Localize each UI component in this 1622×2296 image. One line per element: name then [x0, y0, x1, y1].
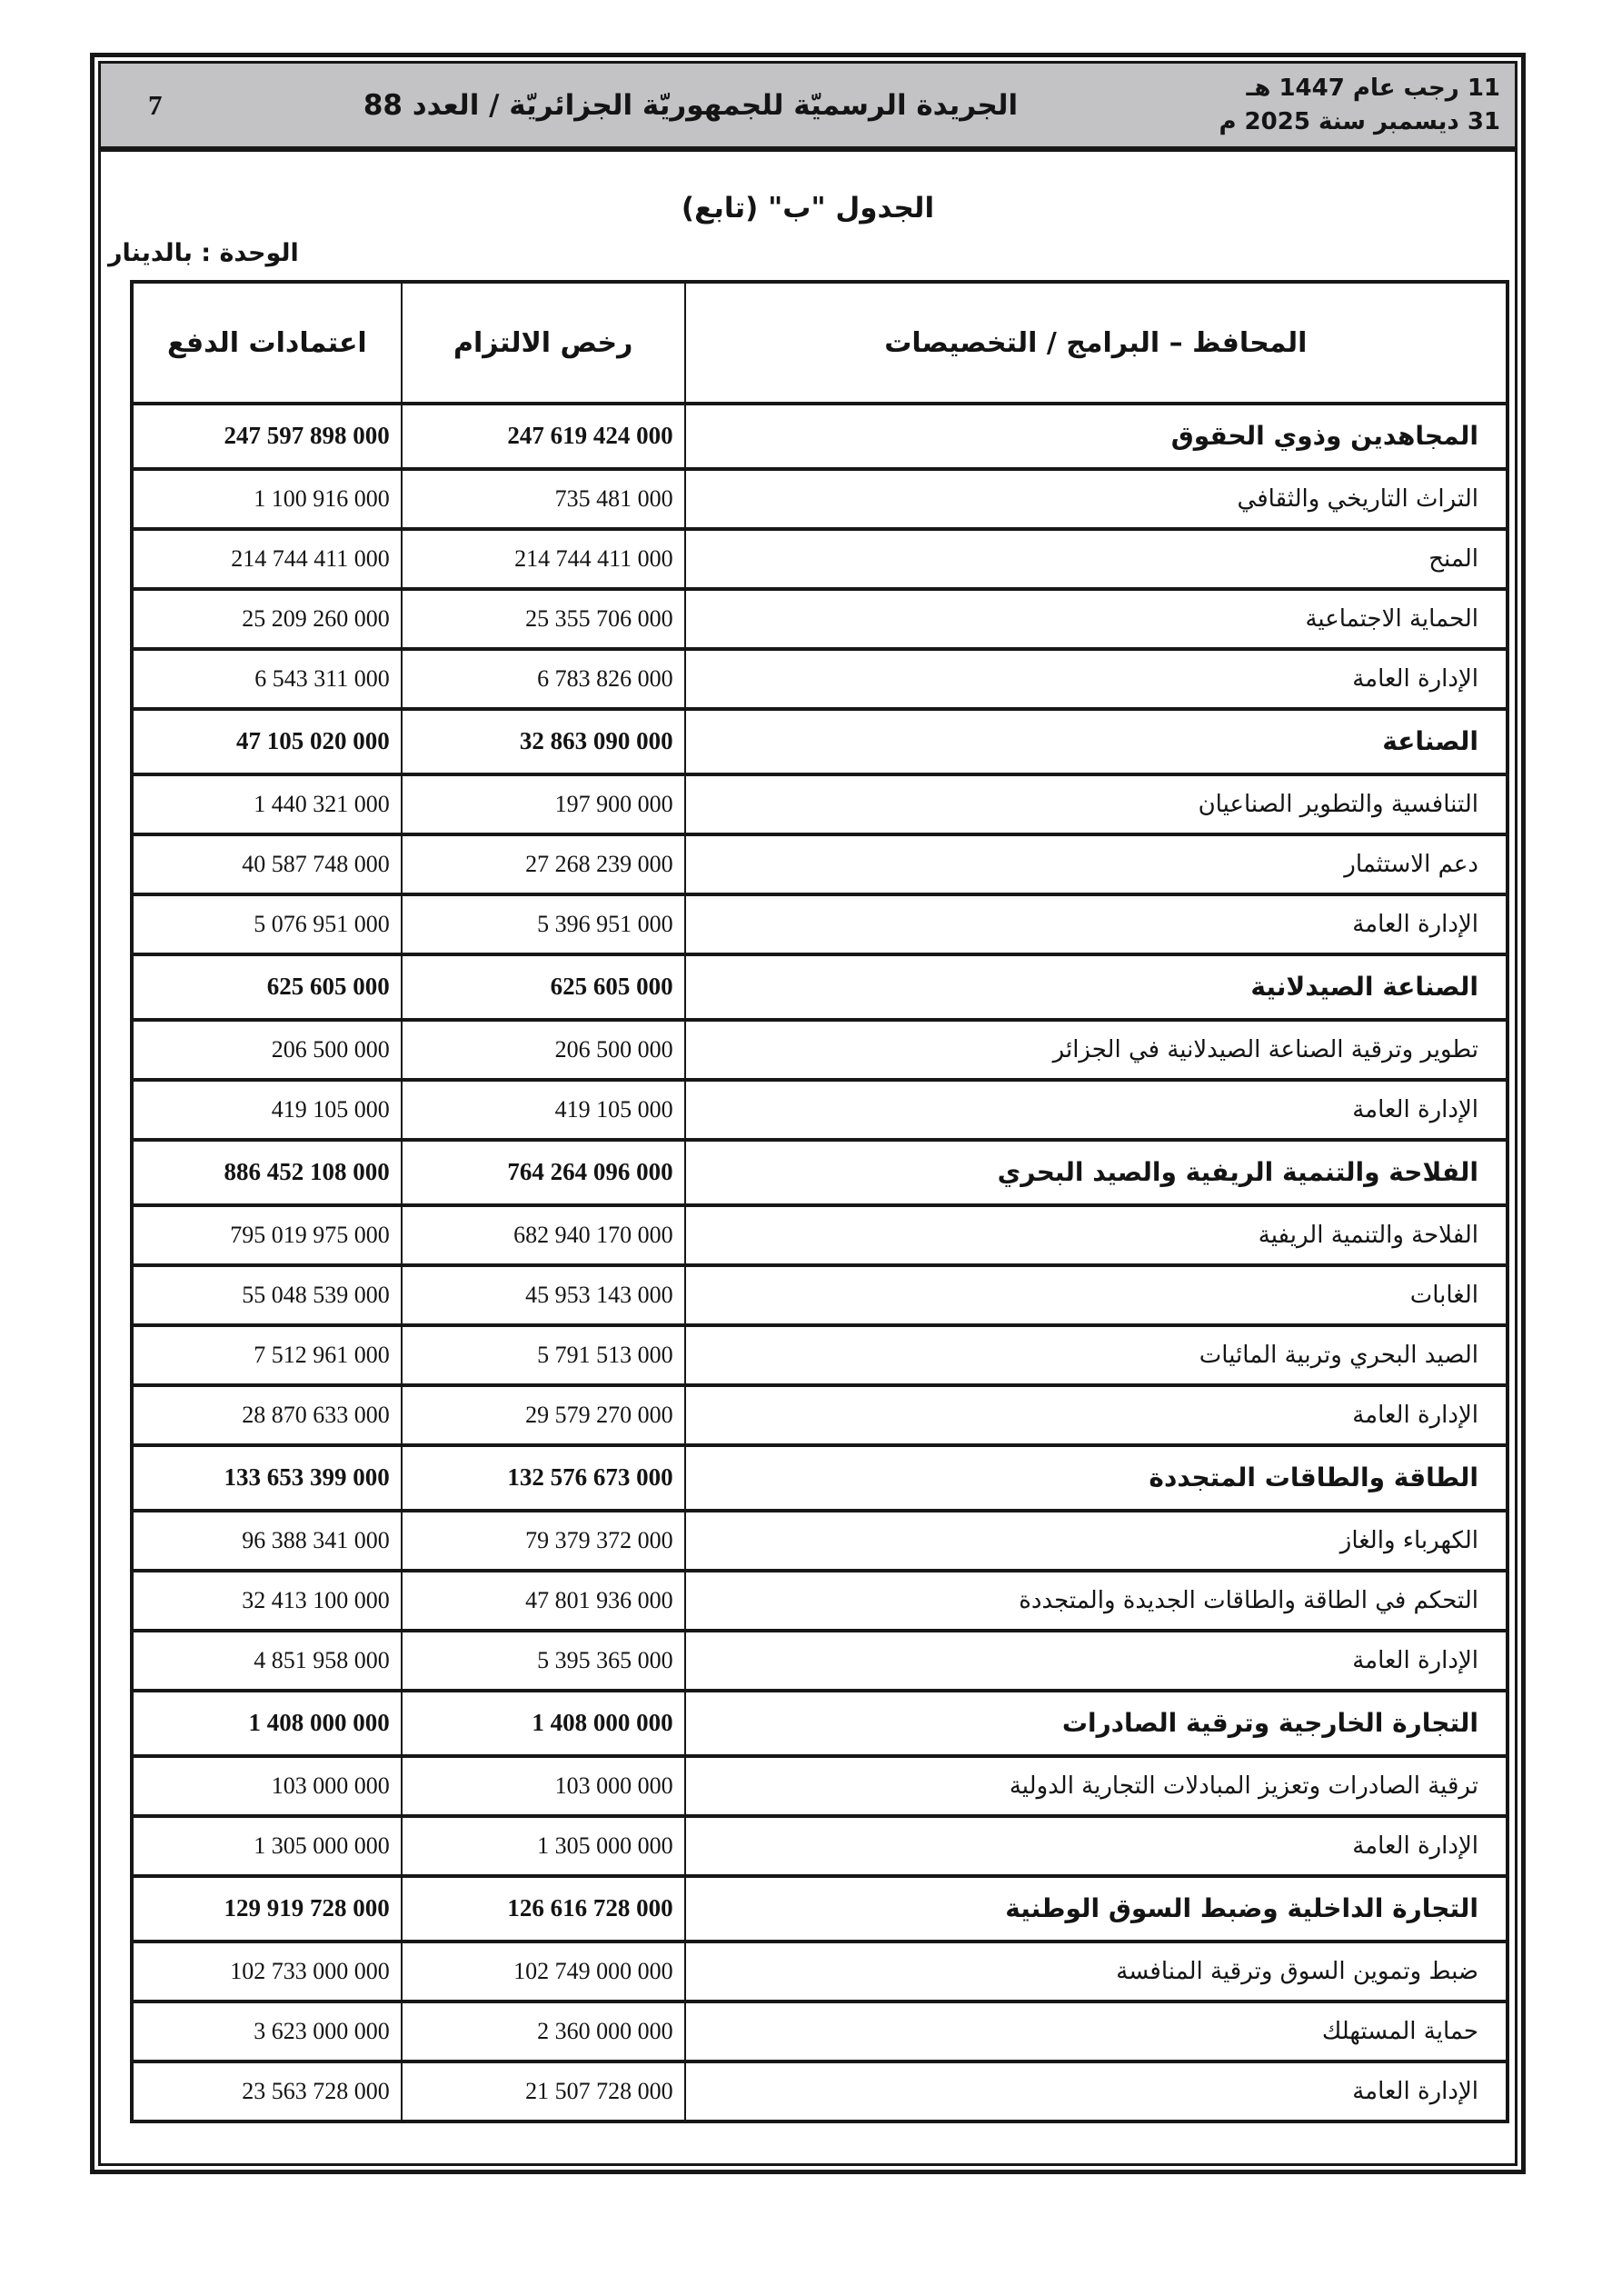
commitment-cell: 735 481 000 — [402, 469, 685, 529]
payment-cell: 795 019 975 000 — [132, 1205, 402, 1265]
designation-cell: التحكم في الطاقة والطاقات الجديدة والمتجددة — [685, 1571, 1508, 1631]
table-title: الجدول "ب" (تابع) — [681, 192, 935, 225]
page-content — [101, 192, 1515, 2123]
table-row — [132, 1816, 1508, 1876]
table-row — [132, 834, 1508, 894]
unit-label: الوحدة : بالدينار — [108, 239, 299, 267]
commitment-cell: 2 360 000 000 — [402, 2002, 685, 2061]
designation-cell: الإدارة العامة — [685, 1816, 1508, 1876]
designation-cell: حماية المستهلك — [685, 2002, 1508, 2061]
commitment-cell: 5 395 365 000 — [402, 1631, 685, 1691]
table-row — [132, 774, 1508, 834]
designation-cell: الإدارة العامة — [685, 649, 1508, 709]
table-row — [132, 1571, 1508, 1631]
designation-cell: الفلاحة والتنمية الريفية والصيد البحري — [685, 1140, 1508, 1205]
payment-cell: 23 563 728 000 — [132, 2061, 402, 2121]
designation-cell: التنافسية والتطوير الصناعيان — [685, 774, 1508, 834]
table-row — [132, 1511, 1508, 1571]
commitment-cell: 102 749 000 000 — [402, 1942, 685, 2002]
designation-cell: التجارة الداخلية وضبط السوق الوطنية — [685, 1876, 1508, 1942]
table-row — [132, 1080, 1508, 1140]
payment-cell: 102 733 000 000 — [132, 1942, 402, 2002]
commitment-cell: 126 616 728 000 — [402, 1876, 685, 1942]
payment-cell: 47 105 020 000 — [132, 709, 402, 774]
budget-table — [130, 280, 1509, 2123]
column-header-commitment: رخص الالتزام — [402, 282, 685, 404]
designation-cell: الكهرباء والغاز — [685, 1511, 1508, 1571]
commitment-cell: 79 379 372 000 — [402, 1511, 685, 1571]
commitment-cell: 214 744 411 000 — [402, 529, 685, 589]
designation-cell: الفلاحة والتنمية الريفية — [685, 1205, 1508, 1265]
payment-cell: 247 597 898 000 — [132, 404, 402, 469]
designation-cell: التراث التاريخي والثقافي — [685, 469, 1508, 529]
table-row — [132, 1876, 1508, 1942]
commitment-cell: 132 576 673 000 — [402, 1445, 685, 1511]
journal-header-band — [101, 64, 1515, 152]
payment-cell: 5 076 951 000 — [132, 894, 402, 954]
table-row — [132, 2061, 1508, 2121]
designation-cell: تطوير وترقية الصناعة الصيدلانية في الجزائر — [685, 1020, 1508, 1080]
commitment-cell: 197 900 000 — [402, 774, 685, 834]
payment-cell: 206 500 000 — [132, 1020, 402, 1080]
payment-cell: 1 408 000 000 — [132, 1691, 402, 1756]
table-row — [132, 1205, 1508, 1265]
payment-cell: 133 653 399 000 — [132, 1445, 402, 1511]
commitment-cell: 45 953 143 000 — [402, 1265, 685, 1325]
column-header-designation: المحافظ – البرامج / التخصيصات — [685, 282, 1508, 404]
payment-cell: 4 851 958 000 — [132, 1631, 402, 1691]
commitment-cell: 103 000 000 — [402, 1756, 685, 1816]
table-row — [132, 894, 1508, 954]
date-hijri: 11 رجب عام 1447 هـ — [1246, 75, 1500, 103]
commitment-cell: 206 500 000 — [402, 1020, 685, 1080]
designation-cell: الصيد البحري وتربية المائيات — [685, 1325, 1508, 1385]
payment-cell: 7 512 961 000 — [132, 1325, 402, 1385]
table-row — [132, 1265, 1508, 1325]
commitment-cell: 682 940 170 000 — [402, 1205, 685, 1265]
designation-cell: الإدارة العامة — [685, 894, 1508, 954]
column-header-payment: اعتمادات الدفع — [132, 282, 402, 404]
commitment-cell: 29 579 270 000 — [402, 1385, 685, 1445]
table-row — [132, 404, 1508, 469]
payment-cell: 419 105 000 — [132, 1080, 402, 1140]
payment-cell: 32 413 100 000 — [132, 1571, 402, 1631]
designation-cell: الإدارة العامة — [685, 1631, 1508, 1691]
payment-cell: 40 587 748 000 — [132, 834, 402, 894]
table-row — [132, 1942, 1508, 2002]
designation-cell: المجاهدين وذوي الحقوق — [685, 404, 1508, 469]
commitment-cell: 21 507 728 000 — [402, 2061, 685, 2121]
designation-cell: دعم الاستثمار — [685, 834, 1508, 894]
commitment-cell: 5 396 951 000 — [402, 894, 685, 954]
table-row — [132, 1325, 1508, 1385]
table-row — [132, 1756, 1508, 1816]
table-row — [132, 529, 1508, 589]
table-header-row — [132, 282, 1508, 404]
table-row — [132, 649, 1508, 709]
table-row — [132, 1445, 1508, 1511]
payment-cell: 55 048 539 000 — [132, 1265, 402, 1325]
table-row — [132, 1140, 1508, 1205]
designation-cell: الإدارة العامة — [685, 1385, 1508, 1445]
table-row — [132, 469, 1508, 529]
payment-cell: 129 919 728 000 — [132, 1876, 402, 1942]
table-row — [132, 1020, 1508, 1080]
designation-cell: ترقية الصادرات وتعزيز المبادلات التجارية الدولية — [685, 1756, 1508, 1816]
table-row — [132, 1691, 1508, 1756]
payment-cell: 3 623 000 000 — [132, 2002, 402, 2061]
designation-cell: التجارة الخارجية وترقية الصادرات — [685, 1691, 1508, 1756]
payment-cell: 28 870 633 000 — [132, 1385, 402, 1445]
designation-cell: الغابات — [685, 1265, 1508, 1325]
payment-cell: 25 209 260 000 — [132, 589, 402, 649]
table-row — [132, 1385, 1508, 1445]
payment-cell: 1 100 916 000 — [132, 469, 402, 529]
commitment-cell: 1 408 000 000 — [402, 1691, 685, 1756]
payment-cell: 96 388 341 000 — [132, 1511, 402, 1571]
date-gregorian: 31 ديسمبر سنة 2025 م — [1219, 107, 1500, 135]
table-row — [132, 2002, 1508, 2061]
designation-cell: ضبط وتموين السوق وترقية المنافسة — [685, 1942, 1508, 2002]
table-row — [132, 954, 1508, 1020]
payment-cell: 1 305 000 000 — [132, 1816, 402, 1876]
designation-cell: الطاقة والطاقات المتجددة — [685, 1445, 1508, 1511]
commitment-cell: 25 355 706 000 — [402, 589, 685, 649]
commitment-cell: 47 801 936 000 — [402, 1571, 685, 1631]
commitment-cell: 764 264 096 000 — [402, 1140, 685, 1205]
commitment-cell: 247 619 424 000 — [402, 404, 685, 469]
table-row — [132, 1631, 1508, 1691]
designation-cell: الصناعة — [685, 709, 1508, 774]
designation-cell: المنح — [685, 529, 1508, 589]
issue-dates — [1219, 72, 1500, 138]
commitment-cell: 1 305 000 000 — [402, 1816, 685, 1876]
payment-cell: 1 440 321 000 — [132, 774, 402, 834]
payment-cell: 6 543 311 000 — [132, 649, 402, 709]
commitment-cell: 27 268 239 000 — [402, 834, 685, 894]
designation-cell: الحماية الاجتماعية — [685, 589, 1508, 649]
designation-cell: الصناعة الصيدلانية — [685, 954, 1508, 1020]
designation-cell: الإدارة العامة — [685, 2061, 1508, 2121]
commitment-cell: 5 791 513 000 — [402, 1325, 685, 1385]
designation-cell: الإدارة العامة — [685, 1080, 1508, 1140]
commitment-cell: 32 863 090 000 — [402, 709, 685, 774]
table-row — [132, 709, 1508, 774]
page-border-frame — [90, 53, 1526, 2174]
table-body — [132, 404, 1508, 2121]
payment-cell: 214 744 411 000 — [132, 529, 402, 589]
page-number: 7 — [148, 88, 163, 121]
table-row — [132, 589, 1508, 649]
payment-cell: 625 605 000 — [132, 954, 402, 1020]
commitment-cell: 419 105 000 — [402, 1080, 685, 1140]
payment-cell: 886 452 108 000 — [132, 1140, 402, 1205]
commitment-cell: 625 605 000 — [402, 954, 685, 1020]
journal-title: الجريدة الرسميّة للجمهوريّة الجزائريّة / العدد 88 — [363, 88, 1019, 122]
page-inner-frame — [98, 61, 1518, 2166]
commitment-cell: 6 783 826 000 — [402, 649, 685, 709]
payment-cell: 103 000 000 — [132, 1756, 402, 1816]
